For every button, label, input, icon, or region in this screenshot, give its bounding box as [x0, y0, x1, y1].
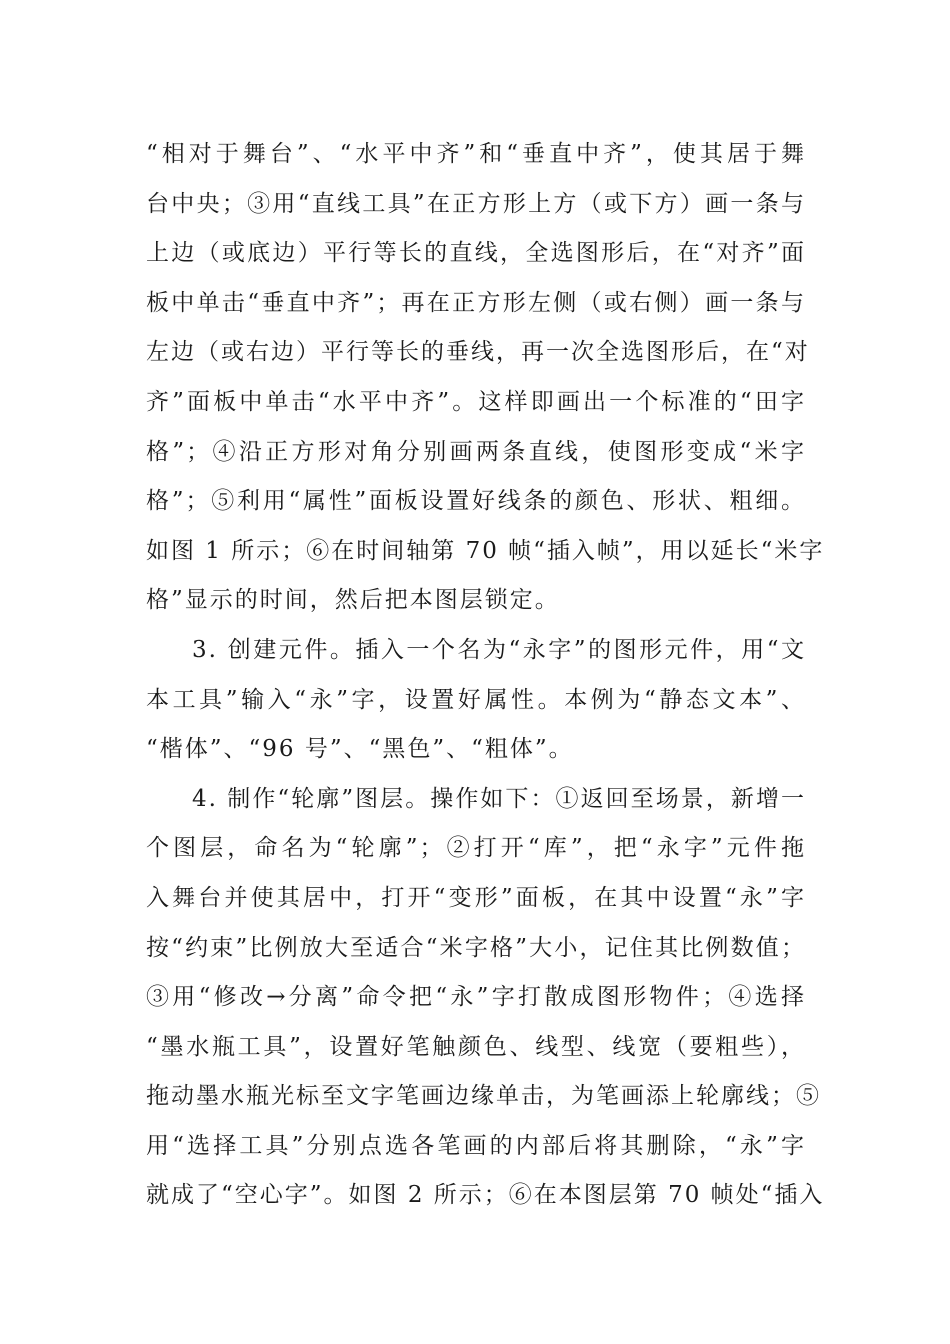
text-line: 格”显示的时间，然后把本图层锁定。 — [146, 587, 560, 614]
text-line: 格”；④沿正方形对角分别画两条直线，使图形变成“米字 — [146, 438, 806, 465]
text-line: 拖动墨水瓶光标至文字笔画边缘单击，为笔画添上轮廓线；⑤ — [146, 1083, 821, 1110]
text-line: “楷体”、“96 号”、“黑色”、“粗体”。 — [146, 736, 574, 763]
text-line: 上边（或底边）平行等长的直线，全选图形后，在“对齐”面 — [146, 240, 806, 267]
text-line: ③用“修改→分离”命令把“永”字打散成图形物件；④选择 — [146, 984, 806, 1011]
text-line: 3. 创建元件。插入一个名为“永字”的图形元件，用“文 — [192, 636, 806, 663]
text-line: 台中央；③用“直线工具”在正方形上方（或下方）画一条与 — [146, 190, 806, 217]
text-line: 按“约束”比例放大至适合“米字格”大小，记住其比例数值； — [146, 934, 806, 961]
text-line: 如图 1 所示；⑥在时间轴第 70 帧“插入帧”，用以延长“米字 — [146, 537, 825, 564]
text-line: 就成了“空心字”。如图 2 所示；⑥在本图层第 70 帧处“插入 — [146, 1182, 825, 1209]
text-line: 格”；⑤利用“属性”面板设置好线条的颜色、形状、粗细。 — [146, 488, 806, 515]
text-line: 4. 制作“轮廓”图层。操作如下：①返回至场景，新增一 — [192, 785, 806, 812]
text-line: “墨水瓶工具”，设置好笔触颜色、线型、线宽（要粗些）， — [146, 1033, 806, 1060]
text-line: 左边（或右边）平行等长的垂线，再一次全选图形后，在“对 — [146, 339, 810, 366]
text-line: 用“选择工具”分别点选各笔画的内部后将其删除，“永”字 — [146, 1132, 806, 1159]
text-line: 齐”面板中单击“水平中齐”。这样即画出一个标准的“田字 — [146, 388, 806, 415]
text-line: “相对于舞台”、“水平中齐”和“垂直中齐”，使其居于舞 — [146, 141, 806, 167]
body-text — [146, 130, 825, 1221]
text-line: 本工具”输入“永”字，设置好属性。本例为“静态文本”、 — [146, 686, 806, 713]
text-line: 板中单击“垂直中齐”；再在正方形左侧（或右侧）画一条与 — [146, 289, 806, 316]
text-line: 入舞台并使其居中，打开“变形”面板，在其中设置“永”字 — [146, 884, 806, 911]
text-line: 个图层，命名为“轮廓”；②打开“库”，把“永字”元件拖 — [146, 835, 806, 862]
